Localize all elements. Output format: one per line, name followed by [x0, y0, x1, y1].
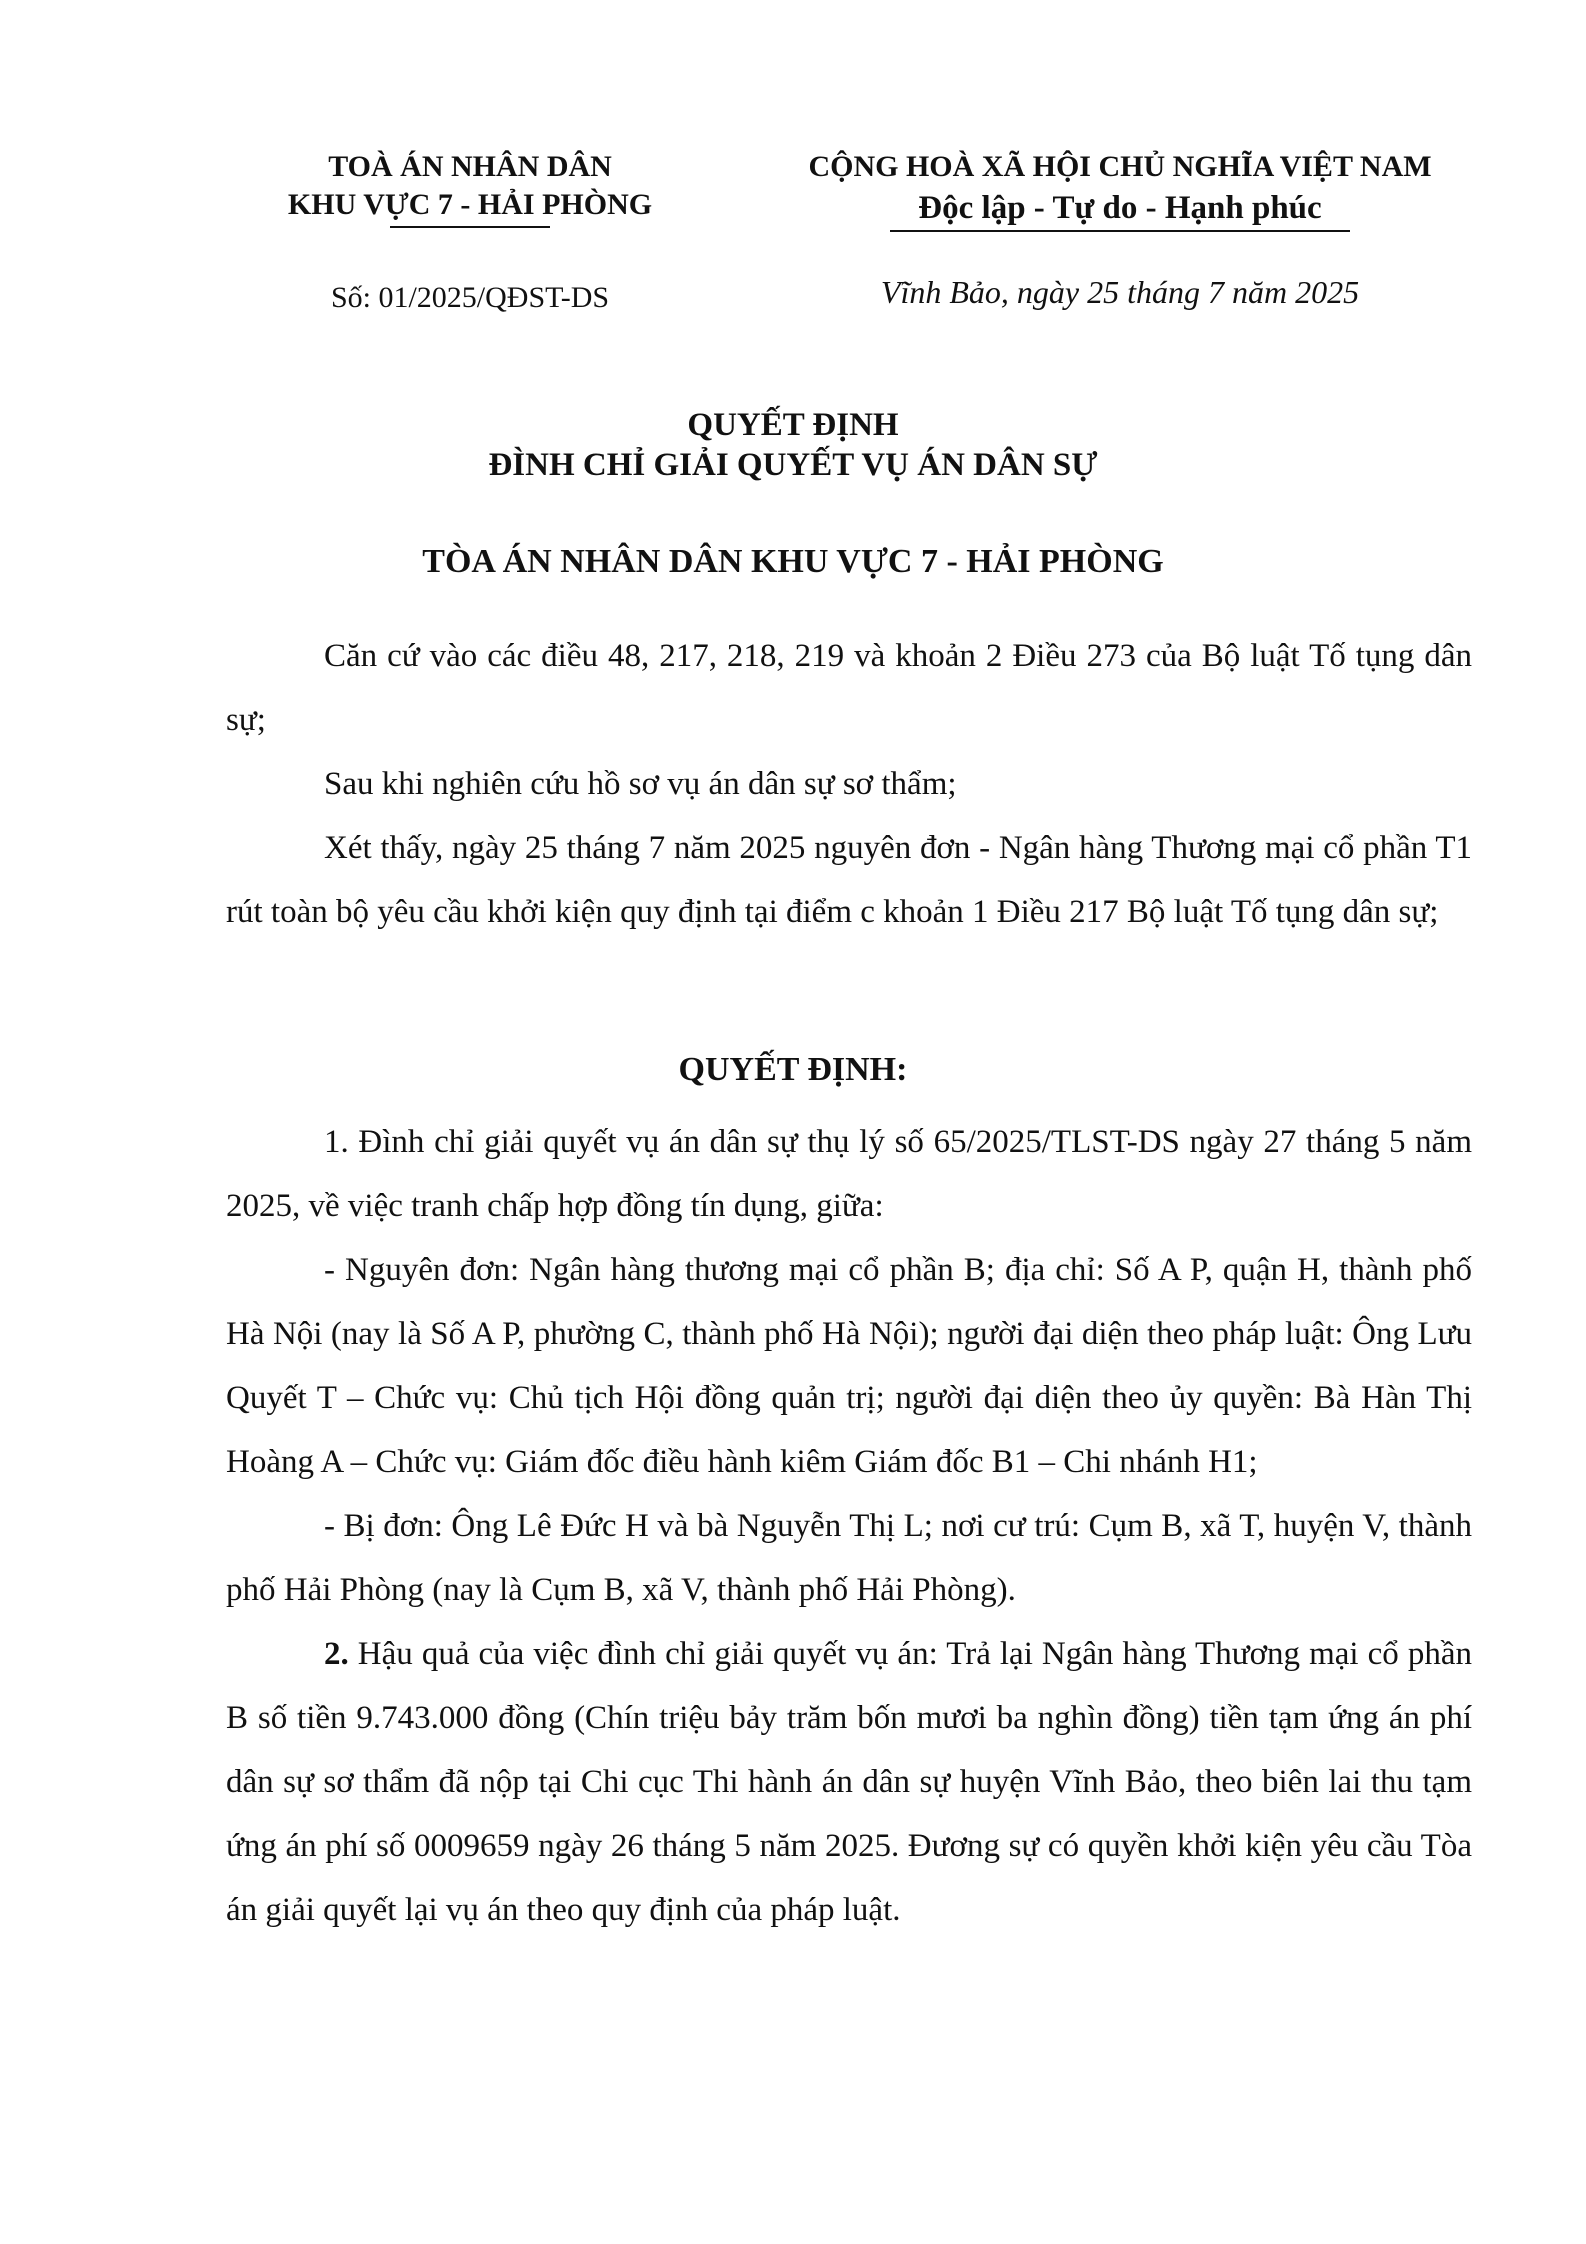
case-review-paragraph: Sau khi nghiên cứu hồ sơ vụ án dân sự sơ thẩm;: [324, 766, 957, 802]
decision-item-1: 1. Đình chỉ giải quyết vụ án dân sự thụ lý số 65/2025/TLST-DS ngày 27 tháng 5 năm 2025, về việc tranh chấp hợp đồng tín dụng, giữa:: [226, 1124, 1472, 1224]
court-name-line1: TOÀ ÁN NHÂN DÂN: [328, 150, 612, 183]
place-and-date: Vĩnh Bảo, ngày 25 tháng 7 năm 2025: [880, 274, 1360, 310]
republic-name: CỘNG HOÀ XÃ HỘI CHỦ NGHĨA VIỆT NAM: [808, 150, 1432, 183]
issuing-court: TÒA ÁN NHÂN DÂN KHU VỰC 7 - HẢI PHÒNG: [422, 543, 1164, 580]
decision-title: QUYẾT ĐỊNH: [687, 407, 899, 443]
national-motto: Độc lập - Tự do - Hạnh phúc: [918, 190, 1322, 226]
court-header: [250, 148, 690, 228]
court-name-line2: KHU VỰC 7 - HẢI PHÒNG: [287, 188, 653, 221]
court-header-underline: [390, 226, 550, 228]
decision-subject: ĐÌNH CHỈ GIẢI QUYẾT VỤ ÁN DÂN SỰ: [488, 447, 1098, 483]
plaintiff-paragraph: - Nguyên đơn: Ngân hàng thương mại cổ phần B; địa chỉ: Số A P, quận H, thành phố Hà Nội (nay là Số A P, phường C, thành phố Hà Nội); người đại diện theo pháp luật: Ông Lưu Quyết T – Chức vụ: Chủ tịch Hội đồng quản trị; người đại diện theo ủy quyền: Bà Hàn Thị Hoàng A – Chức vụ: Giám đốc điều hành kiêm Giám đốc B1 – Chi nhánh H1;: [226, 1252, 1472, 1480]
decision-heading: QUYẾT ĐỊNH:: [678, 1051, 908, 1088]
item-2-text: Hậu quả của việc đình chỉ giải quyết vụ án: Trả lại Ngân hàng Thương mại cổ phần B số tiền 9.743.000 đồng (Chín triệu bảy trăm bốn mươi ba nghìn đồng) tiền tạm ứng án phí dân sự sơ thẩm đã nộp tại Chi cục Thi hành án dân sự huyện Vĩnh Bảo, theo biên lai thu tạm ứng án phí số 0009659 ngày 26 tháng 5 năm 2025. Đương sự có quyền khởi kiện yêu cầu Tòa án giải quyết lại vụ án theo quy định của pháp luật.: [226, 1636, 1472, 1928]
item-2-number: 2.: [324, 1636, 349, 1672]
motto-underline: [890, 230, 1350, 232]
republic-header: [760, 148, 1480, 232]
legal-basis-paragraph: Căn cứ vào các điều 48, 217, 218, 219 và khoản 2 Điều 273 của Bộ luật Tố tụng dân sự;: [226, 638, 1472, 738]
considering-paragraph: Xét thấy, ngày 25 tháng 7 năm 2025 nguyên đơn - Ngân hàng Thương mại cổ phần T1 rút toàn bộ yêu cầu khởi kiện quy định tại điểm c khoản 1 Điều 217 Bộ luật Tố tụng dân sự;: [226, 830, 1472, 930]
document-number: Số: 01/2025/QĐST-DS: [330, 281, 610, 314]
decision-item-2: [226, 1622, 1472, 1942]
decision-section: [226, 1110, 1472, 1942]
preamble-section: [226, 624, 1472, 944]
defendant-paragraph: - Bị đơn: Ông Lê Đức H và bà Nguyễn Thị L; nơi cư trú: Cụm B, xã T, huyện V, thành phố Hải Phòng (nay là Cụm B, xã V, thành phố Hải Phòng).: [226, 1508, 1472, 1608]
